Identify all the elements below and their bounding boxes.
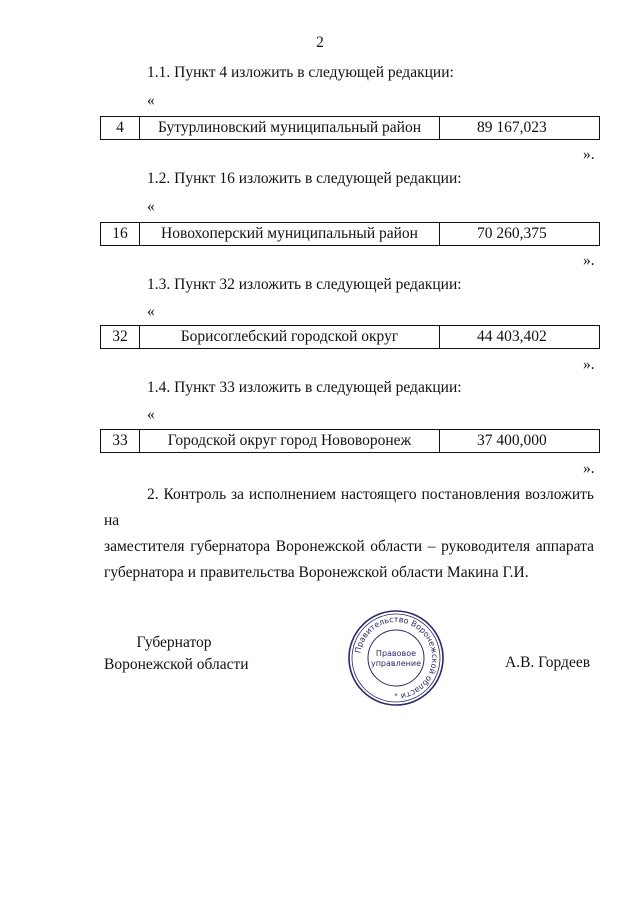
open-quote-2: «	[147, 198, 155, 215]
paragraph-line: заместителя губернатора Воронежской области – руководителя аппарата	[104, 538, 594, 555]
signatory-name: А.В. Гордеев	[505, 654, 591, 671]
svg-text:Правовое: Правовое	[375, 649, 417, 658]
close-quote-3: ».	[583, 356, 595, 373]
table-row	[100, 222, 600, 246]
page-number: 2	[316, 34, 324, 51]
row-name: Бутурлиновский муниципальный район	[140, 117, 440, 139]
item-heading-3: 1.3. Пункт 32 изложить в следующей редакции:	[147, 276, 462, 293]
close-quote-4: ».	[583, 460, 595, 477]
row-value: 44 403,402	[477, 328, 547, 345]
row-number: 16	[101, 223, 140, 245]
table-row	[100, 116, 600, 140]
table-row	[100, 429, 600, 453]
svg-text:Правительство Воронежской обла: Правительство Воронежской области	[353, 614, 440, 701]
signatory-title	[104, 632, 249, 676]
svg-text:управление: управление	[370, 659, 422, 668]
row-value: 70 260,375	[477, 225, 547, 242]
row-number: 4	[101, 117, 140, 139]
item-heading-4: 1.4. Пункт 33 изложить в следующей редакции:	[147, 379, 462, 396]
row-name: Городской округ город Нововоронеж	[140, 430, 440, 452]
row-value: 37 400,000	[477, 432, 547, 449]
row-name: Новохоперский муниципальный район	[140, 223, 440, 245]
stamp-seal-icon	[346, 608, 446, 708]
open-quote-1: «	[147, 92, 155, 109]
row-number: 33	[101, 430, 140, 452]
open-quote-4: «	[147, 406, 155, 423]
row-number: 32	[101, 326, 140, 348]
svg-text:*: *	[394, 692, 398, 700]
signatory-title-line: Воронежской области	[104, 656, 249, 673]
paragraph-line: губернатора и правительства Воронежской области Макина Г.И.	[104, 564, 529, 581]
paragraph-line: 2. Контроль за исполнением настоящего постановления возложить на	[104, 486, 594, 529]
row-value: 89 167,023	[477, 119, 547, 136]
close-quote-1: ».	[583, 146, 595, 163]
paragraph-control	[104, 482, 594, 586]
item-heading-1: 1.1. Пункт 4 изложить в следующей редакции:	[147, 64, 454, 81]
row-name: Борисоглебский городской округ	[140, 326, 440, 348]
open-quote-3: «	[147, 303, 155, 320]
official-stamp	[346, 608, 446, 708]
item-heading-2: 1.2. Пункт 16 изложить в следующей редакции:	[147, 170, 462, 187]
close-quote-2: ».	[583, 252, 595, 269]
signatory-title-line: Губернатор	[136, 634, 212, 651]
table-row	[100, 325, 600, 349]
